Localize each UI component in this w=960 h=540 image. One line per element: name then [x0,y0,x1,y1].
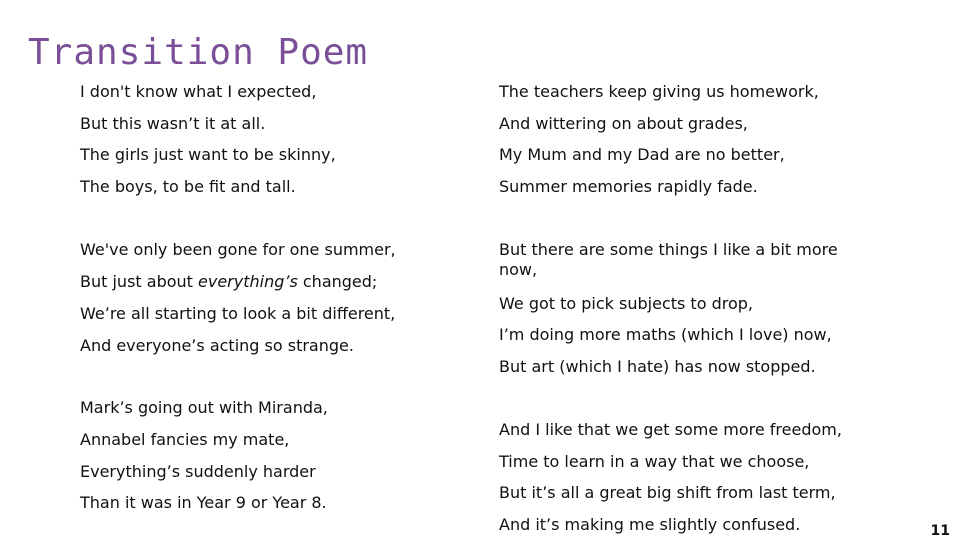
poem-line-text: But just about [80,272,199,291]
poem-line: Everything’s suddenly harder [80,462,316,481]
poem-line: And it’s making me slightly confused. [499,515,801,534]
poem-line: The girls just want to be skinny, [80,145,336,164]
slide-number: 11 [930,523,950,539]
poem-line: Time to learn in a way that we choose, [499,452,810,471]
emphasized-word: everything’s [198,272,298,291]
poem-line: My Mum and my Dad are no better, [499,145,785,164]
poem-line: We've only been gone for one summer, [80,240,396,259]
poem-line-text: changed; [297,272,378,291]
poem-line: The boys, to be fit and tall. [80,177,296,196]
poem-line: But it’s all a great big shift from last term, [499,483,836,502]
poem-line: But this wasn’t it at all. [80,114,266,133]
poem-line: The teachers keep giving us homework, [499,82,819,101]
poem-line: But there are some things I like a bit more now, [499,240,838,279]
poem-line: Summer memories rapidly fade. [499,177,758,196]
poem-line: And everyone’s acting so strange. [80,336,354,355]
page-title: Transition Poem [28,32,369,73]
poem-line [80,272,377,292]
poem-line: I don't know what I expected, [80,82,317,101]
poem-line: Than it was in Year 9 or Year 8. [80,493,327,512]
poem-line: But art (which I hate) has now stopped. [499,357,816,376]
poem-line: We’re all starting to look a bit different, [80,304,396,323]
poem-line: And wittering on about grades, [499,114,748,133]
poem-line: And I like that we get some more freedom, [499,420,842,439]
poem-line: Annabel fancies my mate, [80,430,290,449]
poem-line: Mark’s going out with Miranda, [80,398,328,417]
poem-line: We got to pick subjects to drop, [499,294,753,313]
poem-line: I’m doing more maths (which I love) now, [499,325,832,344]
